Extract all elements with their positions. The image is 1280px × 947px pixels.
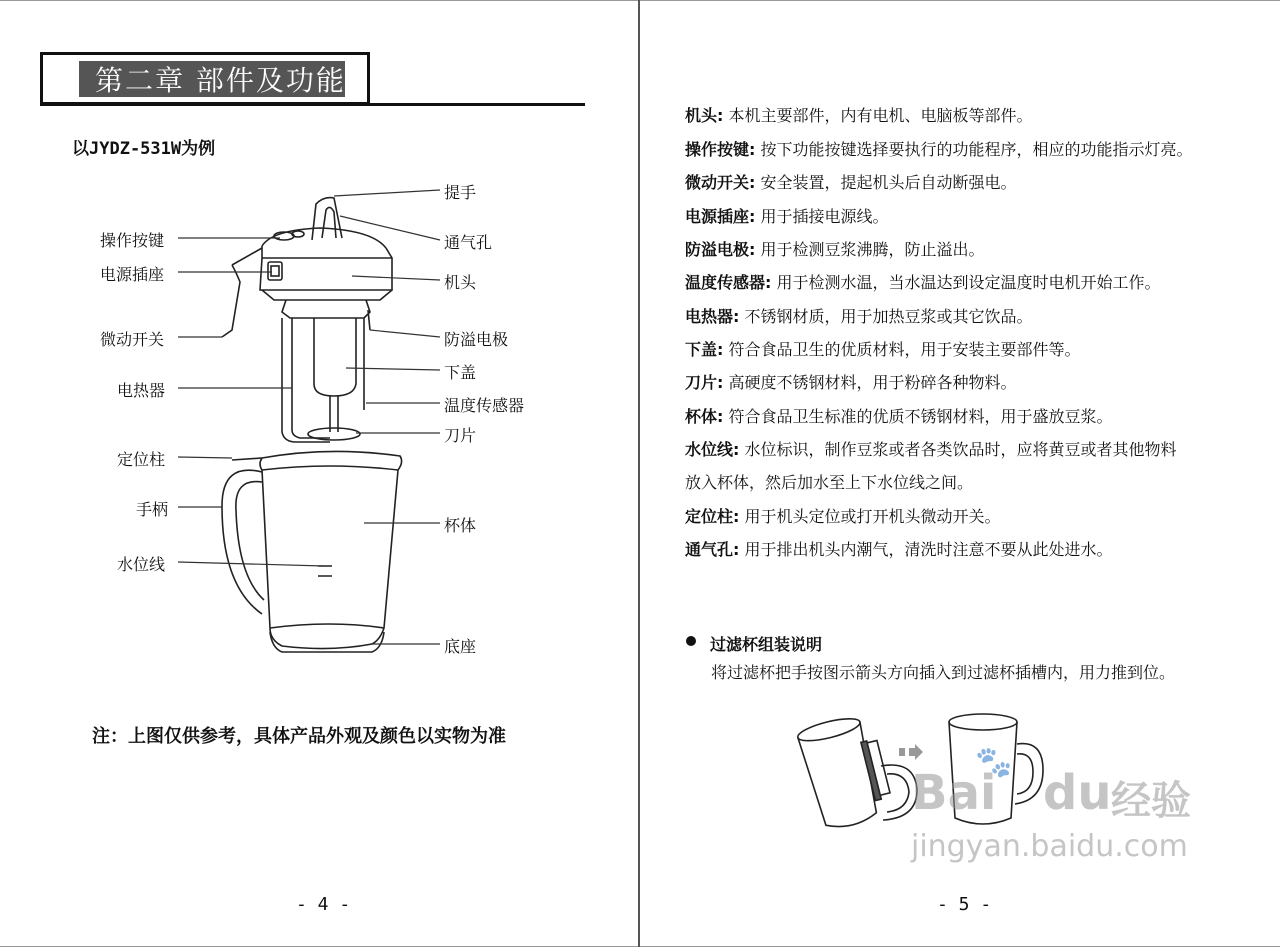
definition-term: 电源插座: bbox=[685, 207, 756, 226]
definition-row bbox=[685, 103, 1033, 126]
page-number-right: - 5 - bbox=[937, 894, 992, 915]
definition-text: 不锈钢材质，用于加热豆浆或其它饮品。 bbox=[739, 307, 1033, 326]
chapter-title: 第二章 部件及功能 bbox=[95, 64, 346, 97]
label-buttons: 操作按键 bbox=[100, 231, 165, 250]
label-top-handle: 提手 bbox=[444, 183, 477, 202]
paw-icon: 🐾 bbox=[975, 745, 1013, 780]
definition-text: 符合食品卫生的优质材料，用于安装主要部件等。 bbox=[723, 340, 1081, 359]
watermark-cn: 经验 bbox=[1111, 778, 1191, 824]
definition-continuation: 放入杯体，然后加水至上下水位线之间。 bbox=[685, 473, 974, 492]
definition-text: 用于检测豆浆沸腾，防止溢出。 bbox=[755, 240, 985, 259]
definition-term: 水位线: bbox=[685, 440, 740, 459]
watermark-url: jingyan.baidu.com bbox=[911, 829, 1188, 864]
filter-cup-right-rim bbox=[949, 714, 1017, 730]
label-temp-sensor: 温度传感器 bbox=[444, 396, 525, 415]
definition-text: 用于排出机头内潮气，清洗时注意不要从此处进水。 bbox=[739, 540, 1113, 559]
definition-text: 水位标识，制作豆浆或者各类饮品时，应将黄豆或者其他物料 bbox=[739, 440, 1177, 459]
definition-row bbox=[685, 237, 985, 260]
cup-shape bbox=[260, 451, 402, 648]
definition-text: 高硬度不锈钢材料，用于粉碎各种物料。 bbox=[723, 373, 1017, 392]
model-note: 以JYDZ-531W为例 bbox=[72, 139, 216, 159]
left-page bbox=[0, 0, 638, 947]
bullet-icon bbox=[686, 636, 696, 646]
definition-row bbox=[685, 504, 1001, 527]
definition-row bbox=[685, 137, 1193, 160]
label-blade: 刀片 bbox=[444, 426, 477, 445]
label-micro-switch: 微动开关 bbox=[100, 330, 165, 349]
definition-row bbox=[685, 337, 1081, 360]
cup-handle-shape bbox=[222, 470, 262, 614]
soymilk-maker-diagram bbox=[0, 0, 638, 700]
label-overflow-electrode: 防溢电极 bbox=[444, 330, 509, 349]
label-positioning-post: 定位柱 bbox=[117, 450, 166, 469]
page-number-left: - 4 - bbox=[296, 894, 351, 915]
definition-term: 刀片: bbox=[685, 373, 724, 392]
filter-cup-left-rim bbox=[796, 714, 862, 745]
definition-term: 定位柱: bbox=[685, 507, 740, 526]
definition-text: 用于检测水温，当水温达到设定温度时电机开始工作。 bbox=[771, 273, 1161, 292]
top-handle-shape bbox=[312, 198, 342, 240]
label-vent: 通气孔 bbox=[444, 233, 493, 252]
definition-term: 下盖: bbox=[685, 340, 724, 359]
definition-text: 本机主要部件，内有电机、电脑板等部件。 bbox=[723, 106, 1033, 125]
definition-row bbox=[685, 437, 1177, 460]
definition-text: 符合食品卫生标准的优质不锈钢材料，用于盛放豆浆。 bbox=[723, 407, 1113, 426]
label-base: 底座 bbox=[444, 637, 477, 656]
watermark-brand-suffix: du bbox=[1043, 765, 1112, 821]
definition-row bbox=[685, 270, 1161, 293]
definition-term: 杯体: bbox=[685, 407, 724, 426]
right-page bbox=[641, 0, 1280, 947]
label-socket: 电源插座 bbox=[100, 265, 165, 284]
page-divider bbox=[638, 0, 640, 947]
definition-text: 用于机头定位或打开机头微动开关。 bbox=[739, 507, 1001, 526]
definition-row bbox=[685, 304, 1033, 327]
definition-term: 操作按键: bbox=[685, 140, 756, 159]
label-water-line: 水位线 bbox=[117, 555, 166, 574]
label-cup: 杯体 bbox=[444, 516, 477, 535]
watermark-brand: Bai bbox=[911, 765, 997, 821]
label-heater: 电热器 bbox=[117, 381, 166, 400]
filter-section-description: 将过滤杯把手按图示箭头方向插入到过滤杯插槽内，用力推到位。 bbox=[711, 663, 1176, 682]
label-lower-cover: 下盖 bbox=[444, 363, 477, 382]
head-lid-shape bbox=[262, 228, 386, 248]
definition-text: 按下功能按键选择要执行的功能程序，相应的功能指示灯亮。 bbox=[755, 140, 1193, 159]
blade-shape bbox=[308, 428, 360, 440]
definition-text: 安全装置，提起机头后自动断强电。 bbox=[755, 173, 1017, 192]
definition-term: 通气孔: bbox=[685, 540, 740, 559]
definition-term: 温度传感器: bbox=[685, 273, 772, 292]
definition-row bbox=[685, 370, 1017, 393]
definition-term: 电热器: bbox=[685, 307, 740, 326]
definition-row bbox=[685, 537, 1113, 560]
filter-section-title: 过滤杯组装说明 bbox=[710, 635, 823, 654]
label-head: 机头 bbox=[444, 273, 477, 292]
definition-row bbox=[685, 404, 1113, 427]
baidu-watermark bbox=[911, 745, 1241, 865]
definition-term: 防溢电极: bbox=[685, 240, 756, 259]
water-line-marks bbox=[318, 566, 332, 576]
definition-term: 微动开关: bbox=[685, 173, 756, 192]
definition-row bbox=[685, 170, 1017, 193]
definition-term: 机头: bbox=[685, 106, 724, 125]
cord-shape bbox=[222, 265, 240, 337]
definition-text: 用于插接电源线。 bbox=[755, 207, 889, 226]
label-handle: 手柄 bbox=[136, 500, 169, 519]
definition-row bbox=[685, 204, 889, 227]
socket-shape bbox=[268, 262, 282, 280]
footnote: 注：上图仅供参考，具体产品外观及颜色以实物为准 bbox=[92, 726, 506, 747]
